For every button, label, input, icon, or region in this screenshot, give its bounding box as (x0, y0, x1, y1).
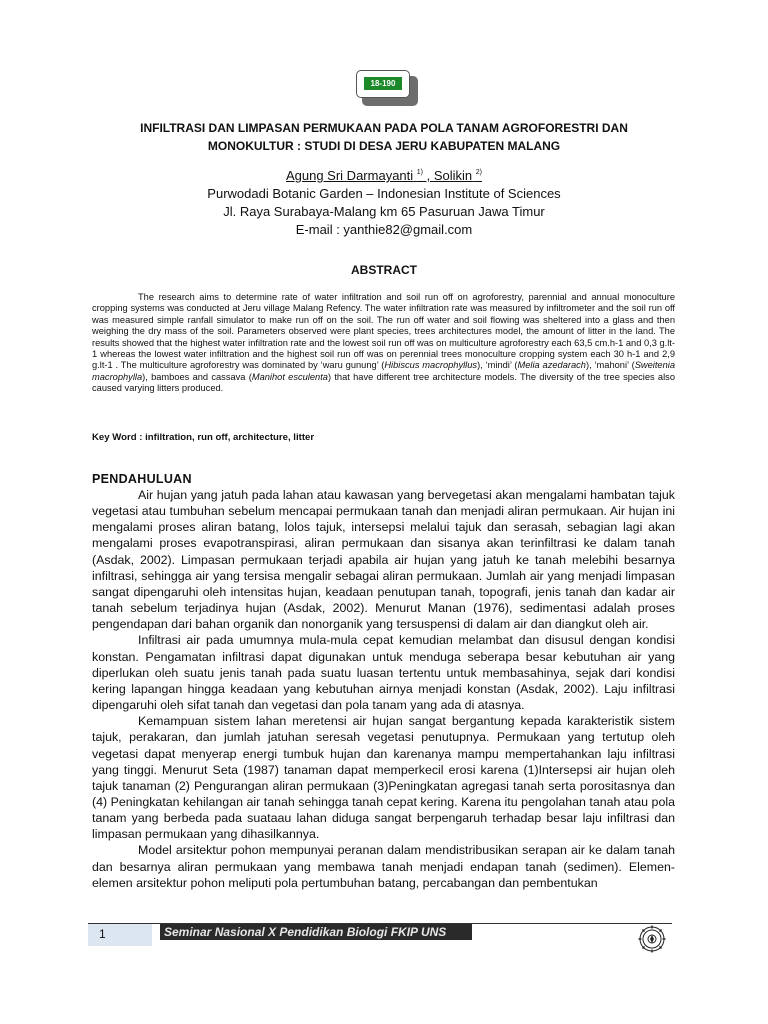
species-hibiscus: Hibiscus macrophyllus (384, 360, 478, 371)
species-manihot: Manihot esculenta (251, 371, 328, 382)
body-paragraph-3: Kemampuan sistem lahan meretensi air hujan sangat bergantung kepada karakteristik sistem tajuk, perakaran, dan jumlah jatuhan seresah vegetasi penutupnya. Permukaan yang tertutup oleh vegetasi dapat menyerap energi tumbuk hujan dan karenanya mampu mempertahankan laju infiltrasi yang tinggi. Menurut Seta (1987) tanaman dapat memperkecil erosi karena (1)Intersepsi air hujan oleh tajuk tanaman (2) Pengurangan aliran permukaan (3)Peningkatan agregasi tanah serta porositasnya dan (4) Peningkatan kehilangan air tanah sehingga tanah cepat kering. Karena itu pengolahan tanah atau pola tanam yang berbeda pada suataau lahan diduga sangat berpengaruh terhadap besar laju infiltrasi dan limpasan permukaan yang dihasilkannya. (92, 714, 675, 842)
abstract-heading: ABSTRACT (351, 263, 417, 277)
abstract-body (92, 292, 675, 395)
title-line-2: MONOKULTUR : STUDI DI DESA JERU KABUPATEN MALANG (207, 139, 561, 153)
email: E-mail : yanthie82@gmail.com (295, 222, 473, 237)
author-block (100, 164, 668, 239)
species-sweitenia: Sweitenia macrophylla (92, 360, 676, 382)
keywords: Key Word : infiltration, run off, architecture, litter (92, 432, 315, 443)
author-line (100, 164, 668, 185)
page-number: 1 (99, 927, 106, 941)
address: Jl. Raya Surabaya-Malang km 65 Pasuruan Jawa Timur (223, 204, 545, 219)
paper-title (100, 119, 668, 155)
title-line-1: INFILTRASI DAN LIMPASAN PERMUKAAN PADA POLA TANAM AGROFORESTRI DAN (140, 121, 628, 135)
species-melia: Melia azedarach (517, 360, 586, 371)
body-paragraph-1: Air hujan yang jatuh pada lahan atau kawasan yang bervegetasi akan mengalami hambatan tajuk vegetasi atau tumbuhan sebelum mencapai permukaan tanah dan menjadi aliran permukaan. Air hujan ini mengalami proses aliran batang, lolos tajuk, intersepsi melalui tajuk dan serasah, sebagian lagi akan mengalami proses evapotranspirasi, aliran permukaan dan sisanya akan terinfiltrasi ke dalam tanah (Asdak, 2002). Limpasan permukaan terjadi apabila air hujan yang jatuh ke tanah melebihi besarnya infiltrasi, sehingga air yang tersisa mengalir sebagai aliran permukaan. Jumlah air yang menjadi limpasan sangat dipengaruhi oleh intensitas hujan, keadaan penutupan tanah, topografi, jenis tanah dan kadar air tanah sebelum terjadinya hujan (Asdak, 2002). Menurut Manan (1976), sedimentasi adalah proses pengendapan dari bahan organik dan nonorganik yang tersuspensi di dalam air dan diangkut oleh air. (92, 488, 675, 632)
paper-code-box (356, 70, 410, 98)
abstract-paragraph: The research aims to determine rate of water infiltration and soil run off on agroforestry, parennial and annual monoculture cropping systems was conducted at Jeru village Malang Refency. The water infiltration rate was measured by infiltrometer and the soil run off was measured simple ranfall simulator to make run off on the soil. The run off water and soil flowing was sheltered into a glass and then weighing the dry mass of the soil. Parameters observed were plant species, trees architectures model, the amount of litter in the land. The results showed that the highest water infiltration rate and the lowest soil run off was on multiculture agroforestry each 63,5 cm.h-1 and 0,3 g.lt-1 whereas the lowest water infiltration and the highest soil run off was on perennial trees monoculture cropping system each 30 h-1 and 2,9 g.lt-1 . The multiculture agroforestry was dominated by ‘waru gunung’ (Hibiscus macrophyllus), ‘mindi’ (Melia azedarach), ‘mahoni’ (Sweitenia macrophylla), bamboes and cassava (Manihot esculenta) that have different tree architecture models. The diversity of the tree species also caused varying litters produced. (92, 292, 676, 394)
body-paragraph-4: Model arsitektur pohon mempunyai peranan dalam mendistribusikan serapan air ke dalam tanah dan besarnya aliran permukaan yang membawa tanah menjadi endapan tanah (sedimen). Elemen-elemen arsitektur pohon meliputi pola pertumbuhan batang, percabangan dan pembentukan (92, 843, 675, 890)
footer-banner: Seminar Nasional X Pendidikan Biologi FKIP UNS (160, 924, 472, 940)
section-body (92, 487, 675, 891)
author-2-name: Solikin $^{2)}$ (433, 168, 483, 183)
author-2-affil: 2) (475, 169, 483, 176)
page-number-box (88, 924, 152, 946)
paper-code-label: 18-190 (364, 77, 402, 90)
author-1-name: Agung Sri Darmayanti $^{1)}$ , (285, 168, 434, 183)
affiliation: Purwodadi Botanic Garden – Indonesian Institute of Sciences (207, 186, 561, 201)
author-1-affil: 1) (416, 169, 424, 176)
university-seal-icon (634, 924, 670, 954)
section-heading: PENDAHULUAN (92, 472, 192, 486)
body-paragraph-2: Infiltrasi air pada umumnya mula-mula cepat kemudian melambat dan disusul dengan kondisi konstan. Pengamatan infiltrasi dapat digunakan untuk menduga seberapa besar kebutuhan air yang diperlukan oleh suatu jenis tanah pada suatu luasan tertentu untuk membasahinya, sejak dari kondisi kering lapangan hingga keadaan yang kebutuhan airnya menjadi konstan (Asdak, 2002). Laju infiltrasi dipengaruhi oleh sifat tanah dan vegetasi dan pola tanam yang ada di atasnya. (92, 633, 675, 713)
paper-code-badge (356, 70, 418, 106)
